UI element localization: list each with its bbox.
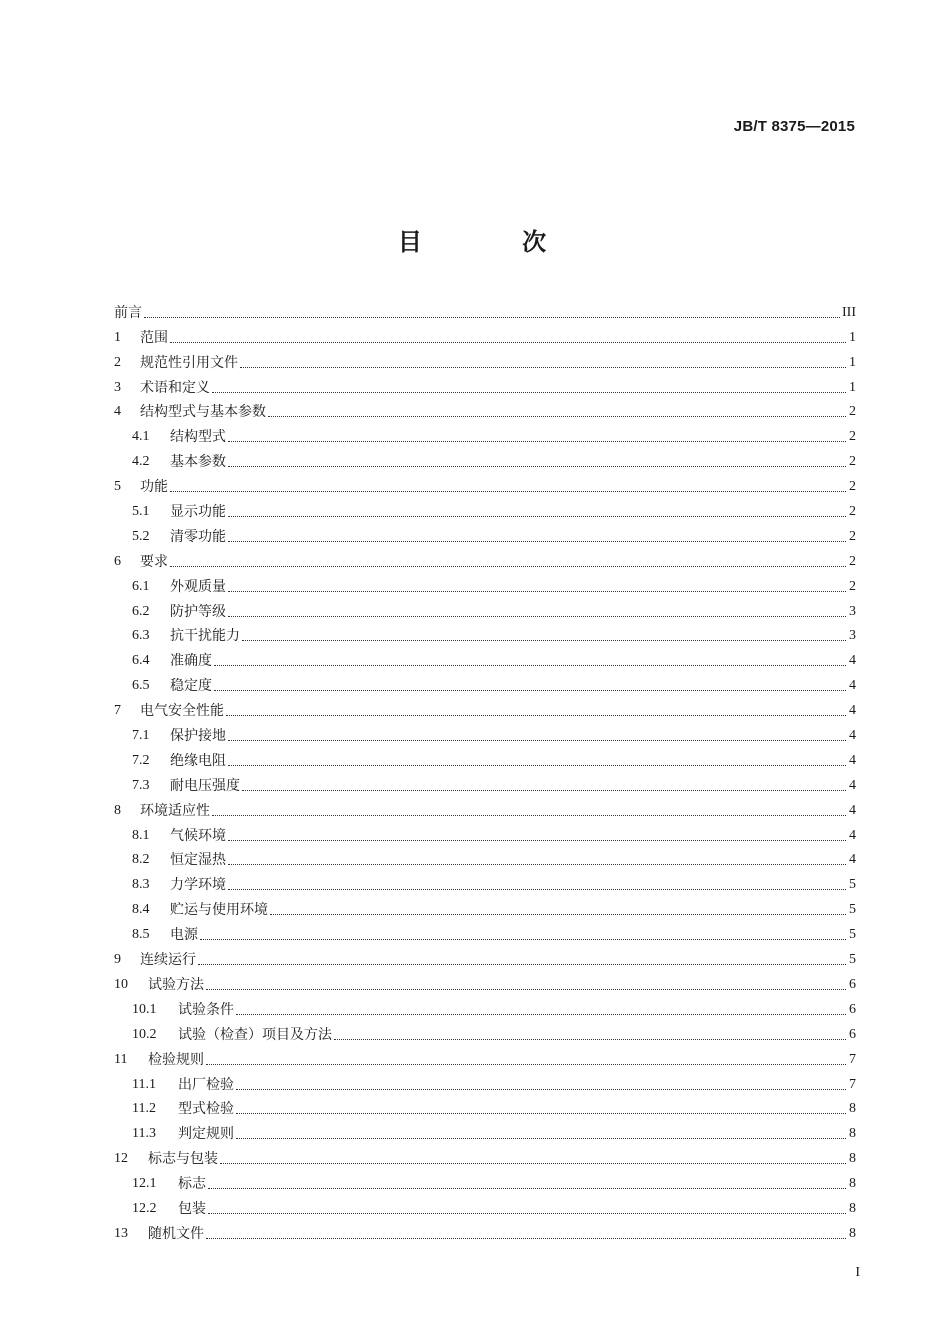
toc-entry-number: 7.3 — [132, 777, 150, 793]
toc-entry[interactable] — [114, 1044, 856, 1069]
toc-dot-leader — [200, 938, 846, 940]
toc-entry[interactable] — [114, 869, 856, 894]
toc-entry-page: 8 — [849, 1176, 856, 1192]
toc-entry-page: 3 — [849, 628, 856, 644]
toc-entry[interactable] — [114, 720, 856, 745]
toc-entry-number: 10 — [114, 976, 128, 992]
page-number: I — [855, 1265, 860, 1280]
toc-entry-label: 稳定度 — [170, 678, 212, 695]
toc-entry[interactable] — [114, 695, 856, 720]
toc-dot-leader — [228, 515, 846, 517]
toc-entry-label: 贮运与使用环境 — [170, 902, 268, 919]
toc-entry-number: 6 — [114, 553, 121, 569]
toc-entry-number: 7.2 — [132, 752, 150, 768]
toc-dot-leader — [236, 1112, 846, 1114]
toc-dot-leader — [228, 590, 846, 592]
toc-entry-number: 11.2 — [132, 1101, 156, 1117]
document-code: JB/T 8375—2015 — [733, 118, 855, 135]
toc-entry-number: 8.2 — [132, 852, 150, 868]
toc-entry-number: 8.5 — [132, 927, 150, 943]
toc-entry-label: 结构型式与基本参数 — [140, 404, 266, 421]
toc-entry-number: 6.4 — [132, 653, 150, 669]
toc-entry-number: 5 — [114, 479, 121, 495]
toc-dot-leader — [170, 341, 846, 343]
toc-entry-label: 气候环境 — [170, 827, 226, 844]
toc-entry-page: 5 — [849, 952, 856, 968]
toc-entry[interactable] — [114, 845, 856, 870]
toc-dot-leader — [214, 689, 846, 691]
toc-entry-label: 防护等级 — [170, 603, 226, 620]
toc-entry[interactable] — [114, 496, 856, 521]
toc-dot-leader — [170, 490, 846, 492]
toc-entry[interactable] — [114, 1118, 856, 1143]
toc-entry-page: 2 — [849, 429, 856, 445]
toc-entry-label: 显示功能 — [170, 504, 226, 521]
toc-entry-page: 6 — [849, 1001, 856, 1017]
toc-dot-leader — [220, 1162, 846, 1164]
toc-entry-page: 2 — [849, 454, 856, 470]
toc-entry-number: 6.5 — [132, 678, 150, 694]
toc-dot-leader — [236, 1088, 846, 1090]
toc-entry-page: 7 — [849, 1051, 856, 1067]
toc-entry[interactable] — [114, 446, 856, 471]
toc-entry[interactable] — [114, 1143, 856, 1168]
toc-entry-number: 1 — [114, 329, 121, 345]
toc-title: 目 次 — [397, 228, 593, 256]
toc-entry-page: 8 — [849, 1126, 856, 1142]
toc-entry-page: 4 — [849, 777, 856, 793]
toc-dot-leader — [242, 789, 846, 791]
toc-entry-number: 10.1 — [132, 1001, 157, 1017]
toc-entry-number: 4.1 — [132, 429, 150, 445]
toc-entry-number: 6.2 — [132, 603, 150, 619]
toc-entry[interactable] — [114, 770, 856, 795]
toc-dot-leader — [228, 863, 846, 865]
toc-entry[interactable] — [114, 1218, 856, 1243]
toc-entry-page: 4 — [849, 752, 856, 768]
toc-entry-label: 外观质量 — [170, 578, 226, 595]
toc-dot-leader — [268, 415, 846, 417]
toc-dot-leader — [212, 391, 846, 393]
toc-entry-page: 4 — [849, 678, 856, 694]
toc-dot-leader — [170, 565, 846, 567]
toc-entry[interactable] — [114, 1193, 856, 1218]
toc-dot-leader — [228, 465, 846, 467]
toc-entry-page: 1 — [849, 329, 856, 345]
toc-dot-leader — [226, 714, 846, 716]
toc-dot-leader — [144, 316, 840, 318]
toc-dot-leader — [206, 1237, 846, 1239]
toc-entry-label: 准确度 — [170, 653, 212, 670]
toc-dot-leader — [208, 1187, 846, 1189]
toc-entry-page: 8 — [849, 1225, 856, 1241]
toc-entry-number: 11.3 — [132, 1126, 156, 1142]
toc-entry-page: 6 — [849, 1026, 856, 1042]
toc-entry[interactable] — [114, 397, 856, 422]
toc-entry[interactable] — [114, 546, 856, 571]
toc-entry-page: 4 — [849, 703, 856, 719]
toc-dot-leader — [228, 764, 846, 766]
toc-entry-page: 4 — [849, 802, 856, 818]
toc-entry-number: 4 — [114, 404, 121, 420]
toc-dot-leader — [208, 1212, 846, 1214]
toc-entry-page: 4 — [849, 852, 856, 868]
toc-entry-page: 2 — [849, 528, 856, 544]
toc-entry-number: 8.4 — [132, 902, 150, 918]
toc-entry-page: 2 — [849, 404, 856, 420]
toc-entry-number: 11.1 — [132, 1076, 156, 1092]
toc-entry-number: 3 — [114, 379, 121, 395]
toc-entry-page: 6 — [849, 976, 856, 992]
toc-dot-leader — [228, 739, 846, 741]
toc-entry-label: 基本参数 — [170, 454, 226, 471]
toc-dot-leader — [242, 639, 846, 641]
toc-entry[interactable] — [114, 621, 856, 646]
toc-entry[interactable] — [114, 521, 856, 546]
toc-entry-label: 前言 — [114, 304, 142, 321]
toc-entry-label: 清零功能 — [170, 528, 226, 545]
toc-entry-label: 型式检验 — [178, 1101, 234, 1118]
toc-entry-page: 1 — [849, 379, 856, 395]
toc-entry-number: 7.1 — [132, 728, 150, 744]
toc-entry-page: 4 — [849, 827, 856, 843]
toc-entry[interactable] — [114, 571, 856, 596]
toc-entry[interactable] — [114, 1168, 856, 1193]
toc-dot-leader — [334, 1038, 846, 1040]
toc-entry-label: 要求 — [140, 553, 168, 570]
toc-dot-leader — [206, 988, 846, 990]
toc-entry-number: 8.3 — [132, 877, 150, 893]
toc-entry-label: 试验（检查）项目及方法 — [178, 1026, 332, 1043]
toc-dot-leader — [198, 963, 846, 965]
table-of-contents — [114, 297, 856, 1243]
toc-dot-leader — [228, 540, 846, 542]
toc-entry-number: 2 — [114, 354, 121, 370]
toc-dot-leader — [240, 366, 846, 368]
toc-entry-label: 恒定湿热 — [170, 852, 226, 869]
toc-entry-number: 8.1 — [132, 827, 150, 843]
toc-entry-page: 2 — [849, 479, 856, 495]
toc-entry[interactable] — [114, 994, 856, 1019]
toc-entry[interactable] — [114, 820, 856, 845]
toc-dot-leader — [236, 1137, 846, 1139]
toc-entry-page: 8 — [849, 1101, 856, 1117]
toc-entry-label: 检验规则 — [148, 1051, 204, 1068]
toc-entry[interactable] — [114, 944, 856, 969]
toc-dot-leader — [228, 615, 846, 617]
toc-dot-leader — [228, 888, 846, 890]
toc-entry-page: III — [842, 304, 856, 320]
toc-entry-label: 电气安全性能 — [140, 703, 224, 720]
toc-entry-page: 4 — [849, 653, 856, 669]
toc-entry-number: 13 — [114, 1225, 128, 1241]
toc-entry-page: 1 — [849, 354, 856, 370]
toc-entry[interactable] — [114, 471, 856, 496]
toc-entry[interactable] — [114, 894, 856, 919]
toc-entry-label: 试验方法 — [148, 976, 204, 993]
toc-entry-label: 随机文件 — [148, 1225, 204, 1242]
toc-entry-page: 2 — [849, 504, 856, 520]
toc-dot-leader — [228, 440, 846, 442]
toc-entry[interactable] — [114, 969, 856, 994]
toc-dot-leader — [212, 814, 846, 816]
toc-entry[interactable] — [114, 1019, 856, 1044]
toc-entry-number: 12 — [114, 1151, 128, 1167]
toc-entry-page: 5 — [849, 902, 856, 918]
toc-entry-label: 标志 — [178, 1176, 206, 1193]
toc-entry[interactable] — [114, 421, 856, 446]
toc-entry-page: 5 — [849, 877, 856, 893]
toc-entry-page: 3 — [849, 603, 856, 619]
toc-entry[interactable] — [114, 596, 856, 621]
toc-entry-page: 4 — [849, 728, 856, 744]
toc-entry-label: 连续运行 — [140, 952, 196, 969]
toc-entry-label: 标志与包装 — [148, 1151, 218, 1168]
toc-entry-label: 电源 — [170, 927, 198, 944]
toc-dot-leader — [228, 839, 846, 841]
toc-entry[interactable] — [114, 795, 856, 820]
toc-entry[interactable] — [114, 297, 856, 322]
toc-entry-label: 力学环境 — [170, 877, 226, 894]
toc-entry-number: 12.1 — [132, 1176, 157, 1192]
toc-entry-page: 8 — [849, 1151, 856, 1167]
toc-entry-label: 出厂检验 — [178, 1076, 234, 1093]
toc-entry[interactable] — [114, 670, 856, 695]
toc-entry-label: 包装 — [178, 1200, 206, 1217]
toc-dot-leader — [206, 1063, 846, 1065]
toc-entry-label: 规范性引用文件 — [140, 354, 238, 371]
toc-entry-page: 2 — [849, 553, 856, 569]
toc-entry-label: 范围 — [140, 329, 168, 346]
toc-entry-label: 绝缘电阻 — [170, 752, 226, 769]
toc-entry-number: 6.3 — [132, 628, 150, 644]
toc-entry-label: 保护接地 — [170, 728, 226, 745]
toc-entry[interactable] — [114, 322, 856, 347]
toc-entry[interactable] — [114, 372, 856, 397]
toc-entry-label: 试验条件 — [178, 1001, 234, 1018]
toc-entry-label: 抗干扰能力 — [170, 628, 240, 645]
toc-dot-leader — [214, 664, 846, 666]
toc-entry-number: 9 — [114, 952, 121, 968]
toc-entry-number: 5.2 — [132, 528, 150, 544]
toc-entry[interactable] — [114, 1094, 856, 1119]
toc-entry-label: 术语和定义 — [140, 379, 210, 396]
toc-dot-leader — [236, 1013, 846, 1015]
toc-entry-number: 6.1 — [132, 578, 150, 594]
toc-entry-page: 7 — [849, 1076, 856, 1092]
toc-entry-label: 耐电压强度 — [170, 777, 240, 794]
toc-entry-number: 7 — [114, 703, 121, 719]
toc-entry-number: 11 — [114, 1051, 128, 1067]
toc-entry-label: 环境适应性 — [140, 802, 210, 819]
toc-entry-number: 12.2 — [132, 1200, 157, 1216]
toc-entry[interactable] — [114, 645, 856, 670]
toc-entry-label: 判定规则 — [178, 1126, 234, 1143]
toc-entry[interactable] — [114, 1069, 856, 1094]
toc-entry[interactable] — [114, 745, 856, 770]
toc-entry[interactable] — [114, 919, 856, 944]
toc-entry-label: 功能 — [140, 479, 168, 496]
toc-entry[interactable] — [114, 347, 856, 372]
toc-entry-number: 8 — [114, 802, 121, 818]
toc-entry-number: 5.1 — [132, 504, 150, 520]
toc-entry-page: 8 — [849, 1200, 856, 1216]
toc-entry-page: 5 — [849, 927, 856, 943]
toc-entry-number: 4.2 — [132, 454, 150, 470]
toc-dot-leader — [270, 913, 846, 915]
toc-entry-number: 10.2 — [132, 1026, 157, 1042]
toc-entry-label: 结构型式 — [170, 429, 226, 446]
toc-entry-page: 2 — [849, 578, 856, 594]
